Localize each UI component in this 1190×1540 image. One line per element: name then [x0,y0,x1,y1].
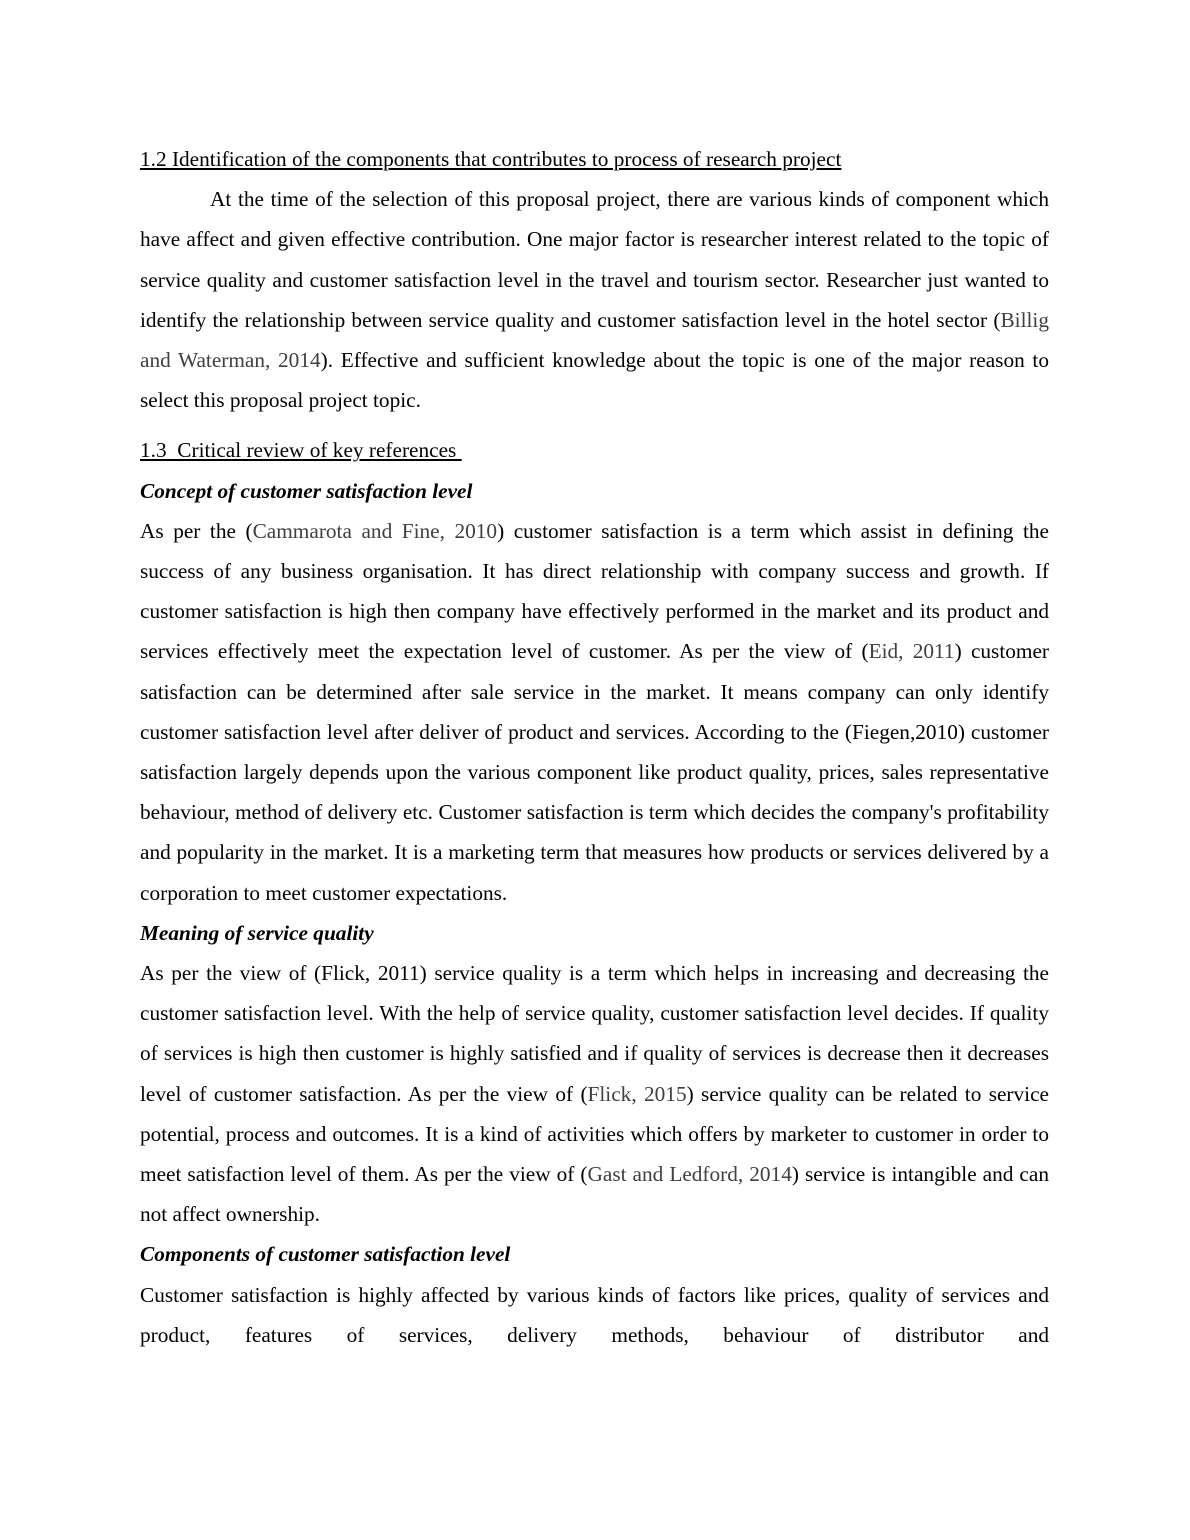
subheading-concept-customer-satisfaction: Concept of customer satisfaction level [140,478,473,503]
section-heading-1-2: 1.2 Identification of the components that contributes to process of research project [140,147,842,171]
citation-flick-2015: Flick, 2015 [587,1081,687,1106]
paragraph-text: Customer satisfaction is highly affected by various kinds of factors like prices, quality of services and product, features of services, delivery methods, behaviour of distributor and [140,1282,1049,1347]
subheading-service-quality: Meaning of service quality [140,920,374,945]
document-page [140,139,1049,1355]
paragraph-service-quality [140,953,1049,1234]
citation-cammarota-fine: Cammarota and Fine, 2010 [252,518,498,543]
paragraph-text: At the time of the selection of this proposal project, there are various kinds of component which have affect and given effective contribution. One major factor is researcher interest related to the topic of service quality and customer satisfaction level in the travel and tourism sector. Researcher just wanted to identify the relationship between service quality and customer satisfaction level in the hotel sector ( [140,187,1049,332]
section-heading-1-3: 1.3 Critical review of key references [140,438,462,463]
paragraph-text: ) service is intangible and can not affect ownership. [140,1162,1049,1227]
citation-billig-waterman: Billig and Waterman, 2014 [140,307,1049,373]
citation-gast-ledford: Gast and Ledford, 2014 [587,1162,792,1187]
paragraph-text: ). Effective and sufficient knowledge about the topic is one of the major reason to select this proposal project topic. [140,348,1049,413]
paragraph-concept-customer-satisfaction [140,511,1049,913]
paragraph-text: As per the ( [140,518,253,543]
paragraph-text: As per the view of (Flick, 2011) service quality is a term which helps in increasing and decreasing the customer satisfaction level. With the help of service quality, customer satisfaction level decides. If quality of services is high then customer is highly satisfied and if quality of services is decrease then it decreases level of customer satisfaction. As per the view of ( [140,961,1049,1106]
paragraph-text: ) customer satisfaction is a term which assist in defining the success of any business organisation. It has direct relationship with company success and growth. If customer satisfaction is high then company have effectively performed in the market and its product and services effectively meet the expectation level of customer. As per the view of ( [140,518,1049,664]
citation-eid: Eid, 2011 [868,639,955,664]
paragraph-text: ) customer satisfaction can be determined after sale service in the market. It means company can only identify customer satisfaction level after deliver of product and services. According to the (Fiegen,2010) customer satisfaction largely depends upon the various component like product quality, prices, sales representative behaviour, method of delivery etc. Customer satisfaction is term which decides the company's profitability and popularity in the market. It is a marketing term that measures how products or services delivered by a corporation to meet customer expectations. [140,639,1050,905]
paragraph-components-customer-satisfaction [140,1275,1049,1355]
paragraph-research-components [140,179,1049,420]
paragraph-text: ) service quality can be related to service potential, process and outcomes. It is a kind of activities which offers by marketer to customer in order to meet satisfaction level of them. As per the view of ( [140,1081,1049,1187]
subheading-components-customer-satisfaction: Components of customer satisfaction level [140,1242,511,1267]
